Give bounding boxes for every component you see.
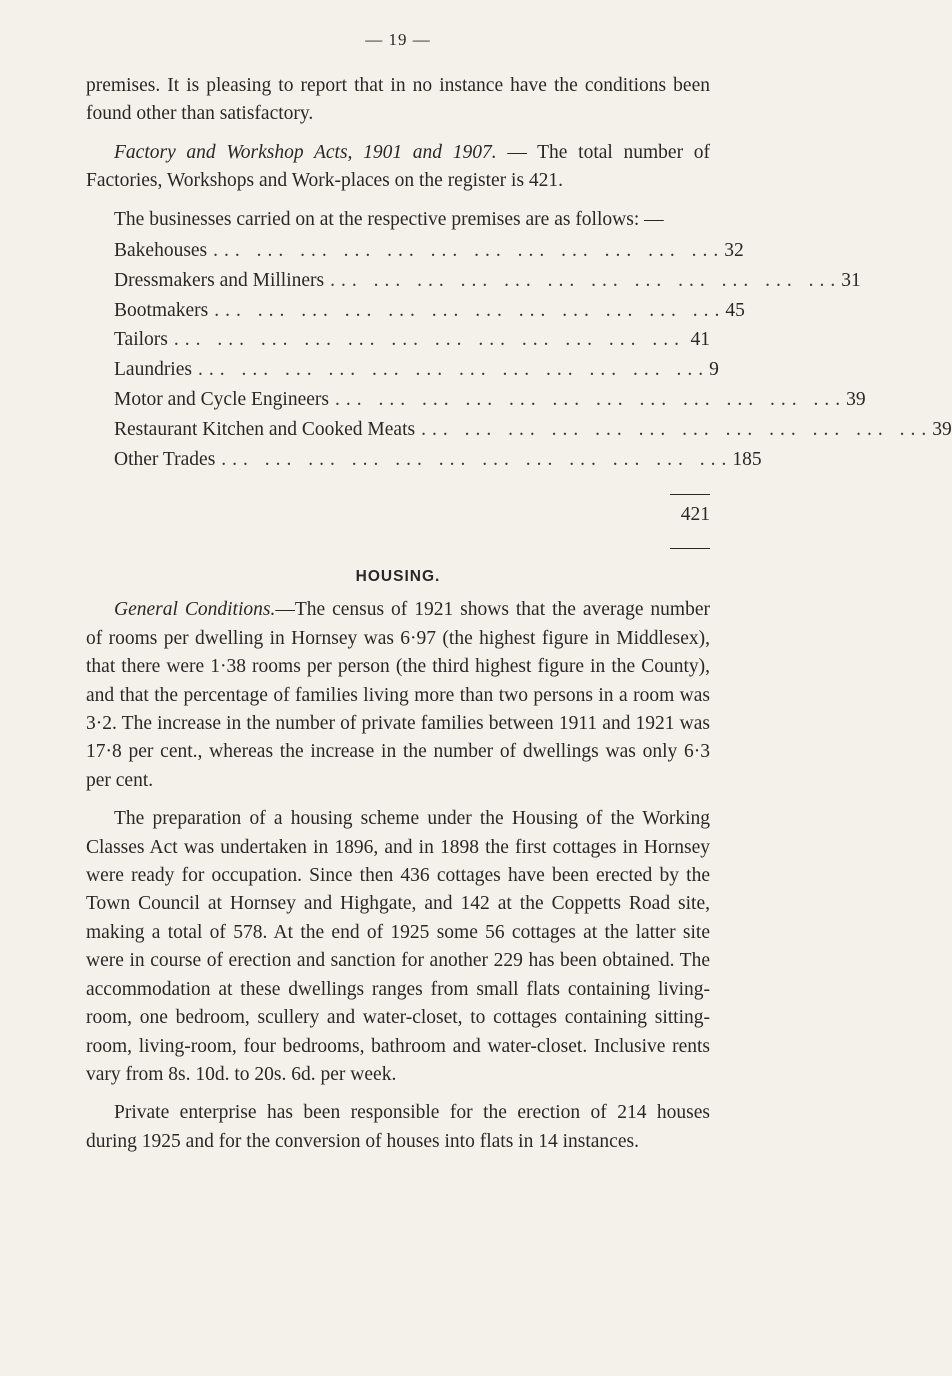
leader-dots: ... ... ... ... ... ... ... ... ... ... ... ...	[213, 240, 725, 262]
trade-row-restaurant	[86, 415, 952, 445]
leader-dots: ... ... ... ... ... ... ... ... ... ... ... ...	[335, 389, 847, 411]
trade-count: 39	[846, 389, 866, 411]
total-rule-top	[670, 494, 710, 495]
housing-scheme-paragraph: The preparation of a housing scheme under the Housing of the Working Classes Act was undertaken in 1896, and in 1898 the first cottages in Hornsey were ready for occupation. Since then 436 cottages have been erected by the Town Council at Hornsey and Highgate, and 142 at the Coppetts Road site, making a total of 578. At the end of 1925 some 56 cottages at the latter site were in course of erection and sanction for another 229 has been obtained. The accommodation at these dwellings ranges from small flats containing living-room, one bedroom, scullery and water-closet, to cottages containing sitting-room, living-room, four bedrooms, bathroom and water-closet. Inclusive rents vary from 8s. 10d. to 20s. 6d. per week.	[86, 808, 710, 1085]
trade-name: Bakehouses	[114, 240, 208, 262]
trade-row-laundries	[86, 355, 719, 385]
leader-dots: ... ... ... ... ... ... ... ... ... ... ... ...	[421, 418, 933, 440]
trade-name: Dressmakers and Milliners	[114, 269, 325, 291]
trade-row-dressmakers	[86, 266, 861, 296]
trade-row-tailors	[86, 325, 710, 355]
factory-acts-paragraph	[86, 139, 710, 196]
leader-dots: ... ... ... ... ... ... ... ... ... ... ... ...	[221, 448, 733, 470]
trade-row-bootmakers	[86, 296, 745, 326]
leader-dots: ... ... ... ... ... ... ... ... ... ... ... ...	[330, 269, 842, 291]
factory-acts-text: — The total number of Factories, Workshops and Work-places on the register is 421.	[86, 141, 711, 192]
leader-dots: ... ... ... ... ... ... ... ... ... ... ... ...	[197, 359, 710, 381]
intro-paragraph: premises. It is pleasing to report that in no instance have the conditions been found other than satisfactory.	[86, 75, 710, 125]
trades-total: 421	[680, 504, 710, 526]
leader-dots: ... ... ... ... ... ... ... ... ... ... ... ...	[173, 329, 685, 351]
trade-count: 32	[724, 240, 744, 262]
trade-row-motor-cycle	[86, 385, 866, 415]
trade-name: Tailors	[114, 329, 168, 351]
document-page	[86, 30, 952, 1156]
page-number: — 19 —	[365, 30, 431, 49]
general-conditions-text: —The census of 1921 shows that the average number of rooms per dwelling in Hornsey was 6·97 (the highest figure in Middlesex), that there were 1·38 rooms per person (the third highest figure in the County), and that the percentage of families living more than two persons in a room was 3·2. The increase in the number of private families between 1911 and 1921 was 17·8 per cent., whereas the increase in the number of dwellings was only 6·3 per cent.	[86, 599, 710, 791]
trade-name: Restaurant Kitchen and Cooked Meats	[114, 418, 416, 440]
trades-total-block	[86, 474, 710, 564]
trade-count: 45	[725, 299, 745, 321]
trade-row-other	[86, 445, 762, 475]
trade-count: 39	[932, 418, 952, 440]
trades-list	[86, 236, 952, 474]
total-rule-bottom	[670, 548, 710, 549]
trade-name: Laundries	[114, 359, 192, 381]
trade-count: 185	[732, 448, 762, 470]
trade-name: Motor and Cycle Engineers	[114, 389, 329, 411]
trade-count: 31	[841, 269, 861, 291]
trade-name: Other Trades	[114, 448, 216, 470]
trade-count: 41	[690, 329, 710, 351]
factory-acts-title: Factory and Workshop Acts, 1901 and 1907.	[114, 141, 497, 163]
leader-dots: ... ... ... ... ... ... ... ... ... ... ... ...	[214, 299, 726, 321]
private-enterprise-paragraph: Private enterprise has been responsible for the erection of 214 houses during 1925 and for the conversion of houses into flats in 14 instances.	[86, 1102, 710, 1152]
trade-row-bakehouses	[86, 236, 744, 266]
housing-heading: HOUSING.	[355, 568, 441, 586]
general-conditions-title: General Conditions.	[114, 599, 276, 621]
general-conditions-paragraph	[86, 596, 710, 795]
trade-count: 9	[709, 359, 719, 381]
trade-name: Bootmakers	[114, 299, 209, 321]
businesses-intro: The businesses carried on at the respective premises are as follows: —	[114, 208, 664, 230]
